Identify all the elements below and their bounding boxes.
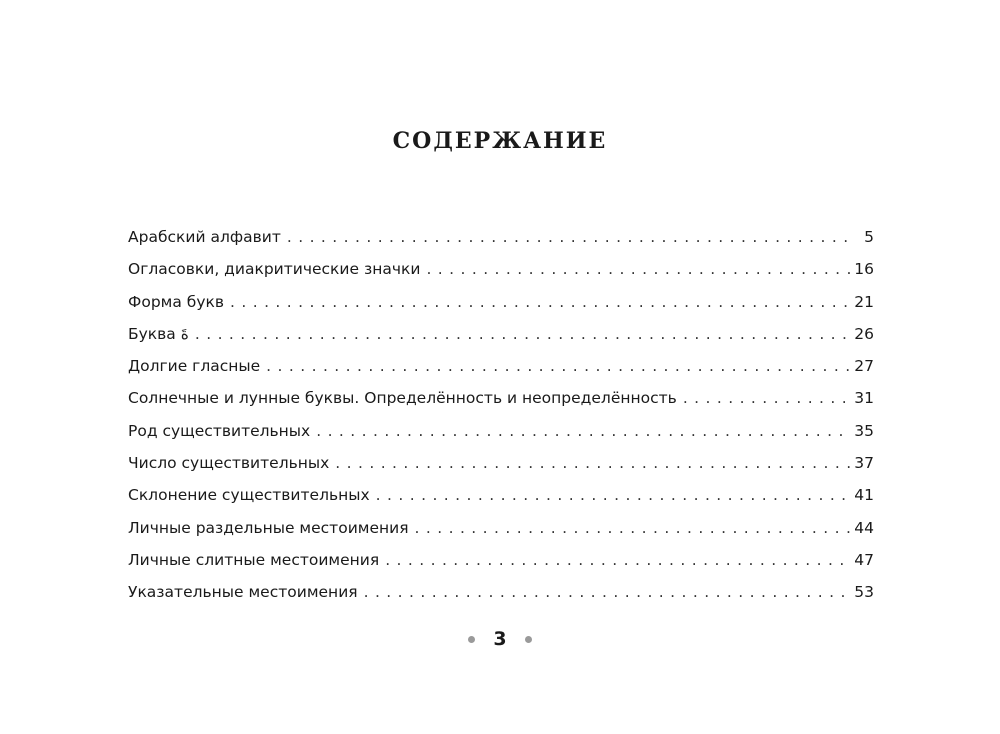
toc-entry-title: Род существительных <box>128 421 311 440</box>
toc-entry-page: 31 <box>854 389 874 408</box>
toc-entry-title: Форма букв <box>128 292 225 311</box>
leader-dots <box>266 357 850 375</box>
leader-dots <box>335 454 850 472</box>
toc-entry[interactable] <box>128 325 874 357</box>
toc-entry[interactable] <box>128 228 874 260</box>
leader-dots <box>364 583 850 601</box>
page-title: СОДЕРЖАНИЕ <box>392 128 608 154</box>
toc-entry-page: 47 <box>854 550 874 569</box>
toc-entry-title: Долгие гласные <box>128 357 261 376</box>
toc-entry-title: Арабский алфавит <box>128 228 281 246</box>
leader-dots <box>376 486 850 504</box>
toc-entry-page: 53 <box>854 583 874 602</box>
toc-entry[interactable] <box>128 519 874 551</box>
page-number-text: 3 <box>493 628 507 650</box>
leader-dots <box>426 260 850 278</box>
toc-entry-page: 41 <box>854 486 874 505</box>
toc-entry[interactable] <box>128 486 874 518</box>
toc-entry-page: 35 <box>854 421 874 440</box>
toc-entry-title: Личные слитные местоимения <box>128 550 380 569</box>
toc-entry-page: 44 <box>854 518 874 537</box>
leader-dots <box>195 325 850 343</box>
toc-entry[interactable] <box>128 389 874 421</box>
toc-entry-title: Личные раздельные местоимения <box>128 518 409 537</box>
toc-entry-page: 5 <box>864 228 874 246</box>
leader-dots <box>415 519 850 537</box>
toc-entry[interactable] <box>128 454 874 486</box>
toc-entry-page: 27 <box>854 357 874 376</box>
page-number <box>0 628 1000 650</box>
bullet-icon <box>468 636 475 643</box>
toc-entry-page: 16 <box>854 260 874 279</box>
leader-dots <box>385 551 850 569</box>
leader-dots <box>683 389 850 407</box>
toc-entry[interactable] <box>128 422 874 454</box>
toc-entry-title: Огласовки, диакритические значки <box>128 260 421 279</box>
toc-entry[interactable] <box>128 583 874 615</box>
toc-entry[interactable] <box>128 260 874 292</box>
toc-entry-page: 21 <box>854 292 874 311</box>
toc-entry-page: 37 <box>854 454 874 473</box>
toc-entry-page: 26 <box>854 324 874 343</box>
toc-entry-title: Число существительных <box>128 454 330 473</box>
toc-entry-title: Склонение существительных <box>128 486 370 505</box>
toc-entry[interactable] <box>128 551 874 583</box>
leader-dots <box>316 422 850 440</box>
toc-entry-title: Буква ةَ <box>128 324 189 343</box>
table-of-contents <box>128 228 874 616</box>
bullet-icon <box>525 636 532 643</box>
toc-entry-title: Солнечные и лунные буквы. Определённость и неопределённость <box>128 389 677 408</box>
leader-dots <box>230 293 850 311</box>
toc-entry[interactable] <box>128 357 874 389</box>
toc-entry-title: Указательные местоимения <box>128 583 358 602</box>
toc-entry[interactable] <box>128 293 874 325</box>
leader-dots <box>287 228 850 246</box>
